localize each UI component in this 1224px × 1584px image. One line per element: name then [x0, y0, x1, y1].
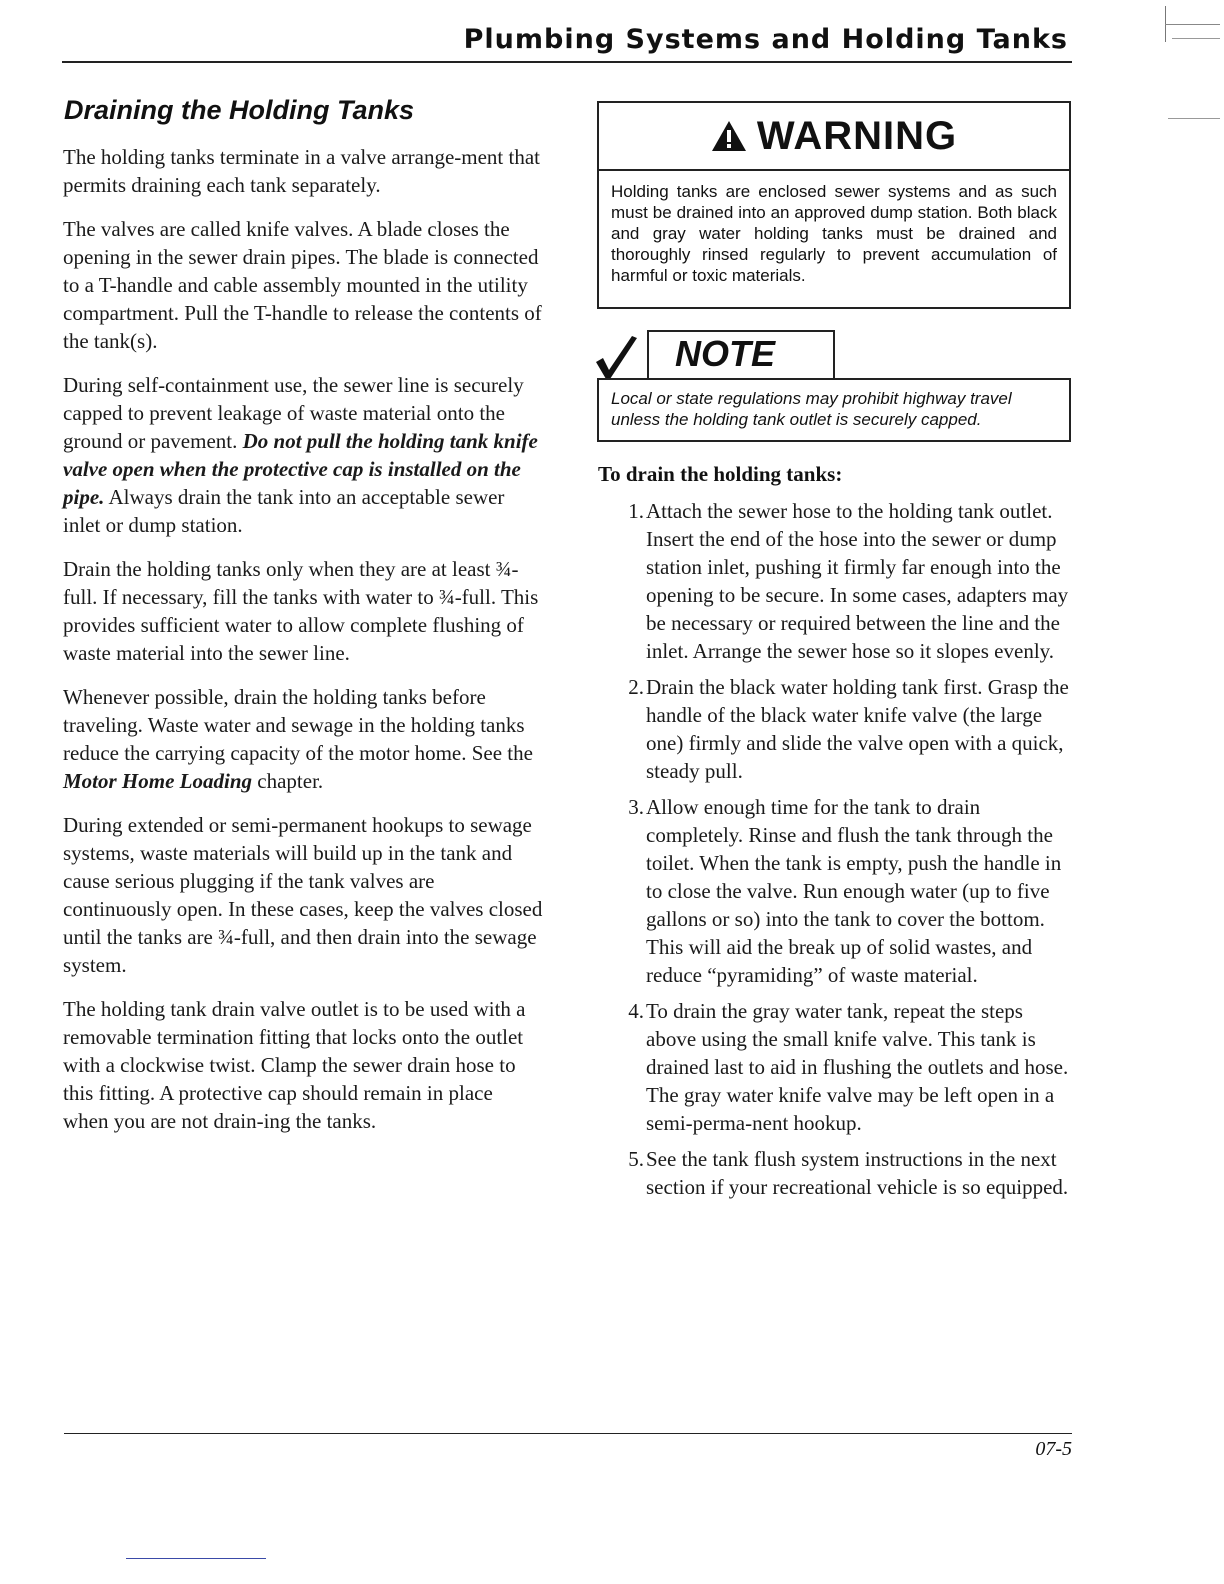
list-item: [598, 497, 1073, 665]
paragraph: The valves are called knife valves. A blade closes the opening in the sewer drain pipes. The blade is connected to a T-handle and cable assembly mounted in the utility compartment. Pull the T-handle to release the contents of the tank(s).: [63, 217, 542, 353]
header-rule: [62, 61, 1072, 63]
step-text: Attach the sewer hose to the holding tank outlet. Insert the end of the hose into the sewer or dump station inlet, pushing it firmly far enough into the opening to be secure. In some cases, adapters may be necessary or required between the line and the inlet. Arrange the sewer hose so it slopes evenly.: [646, 499, 1069, 663]
scan-mark: [1172, 38, 1220, 39]
paragraph-text: During self-containment use, the sewer line is securely capped to prevent leakage of waste material onto the ground or pavement.: [63, 373, 524, 453]
warning-box: [597, 101, 1071, 309]
list-item: [598, 793, 1073, 989]
paragraph-text: chapter.: [252, 769, 324, 793]
scan-mark: [1165, 24, 1220, 25]
steps-list: [598, 497, 1073, 1209]
paragraph: The holding tank drain valve outlet is to be used with a removable termination fitting that locks onto the outlet with a clockwise twist. Clamp the sewer drain hose to this fitting. A protective cap should remain in place when you are not drain-ing the tanks.: [63, 997, 526, 1133]
steps-heading: To drain the holding tanks:: [598, 462, 843, 486]
step-text: See the tank flush system instructions in the next section if your recreational vehicle is so equipped.: [646, 1147, 1069, 1199]
step-text: Drain the black water holding tank first. Grasp the handle of the black water knife valve (the large one) firmly and slide the valve open with a quick, steady pull.: [646, 675, 1069, 783]
step-number: 5.: [628, 1147, 644, 1171]
section-heading: Draining the Holding Tanks: [64, 95, 415, 125]
step-number: 1.: [628, 499, 644, 523]
paragraph: [63, 371, 543, 539]
step-text: To drain the gray water tank, repeat the steps above using the small knife valve. This tank is drained last to aid in flushing the outlets and hose. The gray water knife valve may be left open in a semi-perma-nent hookup.: [646, 999, 1069, 1135]
scan-mark: [1168, 118, 1220, 119]
paragraph: [63, 683, 543, 795]
paragraph: Drain the holding tanks only when they are at least ¾-full. If necessary, fill the tanks with water to ¾-full. This provides sufficient water to allow complete flushing of waste material into the sewer line.: [63, 557, 539, 665]
paragraph-text: Whenever possible, drain the holding tanks before traveling. Waste water and sewage in the holding tanks reduce the carrying capacity of the motor home. See the: [63, 685, 533, 765]
warning-triangle-icon: [711, 120, 747, 152]
warning-header: [599, 103, 1069, 171]
paragraph: During extended or semi-permanent hookups to sewage systems, waste materials will build up in the tank and cause serious plugging if the tank valves are continuously open. In these cases, keep the valves closed until the tanks are ¾-full, and then drain into the sewage system.: [63, 813, 543, 977]
step-number: 4.: [628, 999, 644, 1023]
caution-emphasis: Do not pull the holding tank knife valve open when the protective cap is installed on the pipe.: [63, 429, 538, 509]
note-title: NOTE: [675, 333, 776, 374]
checkmark-icon: [594, 334, 638, 380]
page-number: 07-5: [1035, 1438, 1072, 1460]
list-item: [598, 1145, 1073, 1201]
left-column: [63, 143, 543, 1151]
list-item: [598, 673, 1073, 785]
list-item: [598, 997, 1073, 1137]
warning-title: WARNING: [756, 113, 958, 158]
paragraph-text: Always drain the tank into an acceptable sewer inlet or dump station.: [63, 485, 505, 537]
step-number: 2.: [628, 675, 644, 699]
footer-rule: [64, 1433, 1072, 1434]
step-number: 3.: [628, 795, 644, 819]
scan-mark: [126, 1558, 266, 1559]
warning-text: Holding tanks are enclosed sewer systems and as such must be drained into an approved dump station. Both black and gray water holding tanks must be drained and thoroughly rinsed regularly to prevent accumulation of harmful or toxic materials.: [611, 182, 1057, 285]
page-header-title: Plumbing Systems and Holding Tanks: [463, 24, 1068, 55]
chapter-reference: Motor Home Loading: [63, 769, 253, 793]
note-text: Local or state regulations may prohibit highway travel unless the holding tank outlet is securely capped.: [597, 378, 1071, 442]
paragraph: The holding tanks terminate in a valve arrange-ment that permits draining each tank separately.: [63, 145, 540, 197]
step-text: Allow enough time for the tank to drain completely. Rinse and flush the tank through the toilet. When the tank is empty, push the handle in to close the valve. Run enough water (up to five gallons or so) into the tank to cover the bottom. This will aid the break up of solid wastes, and reduce “pyramiding” of waste material.: [646, 795, 1062, 987]
